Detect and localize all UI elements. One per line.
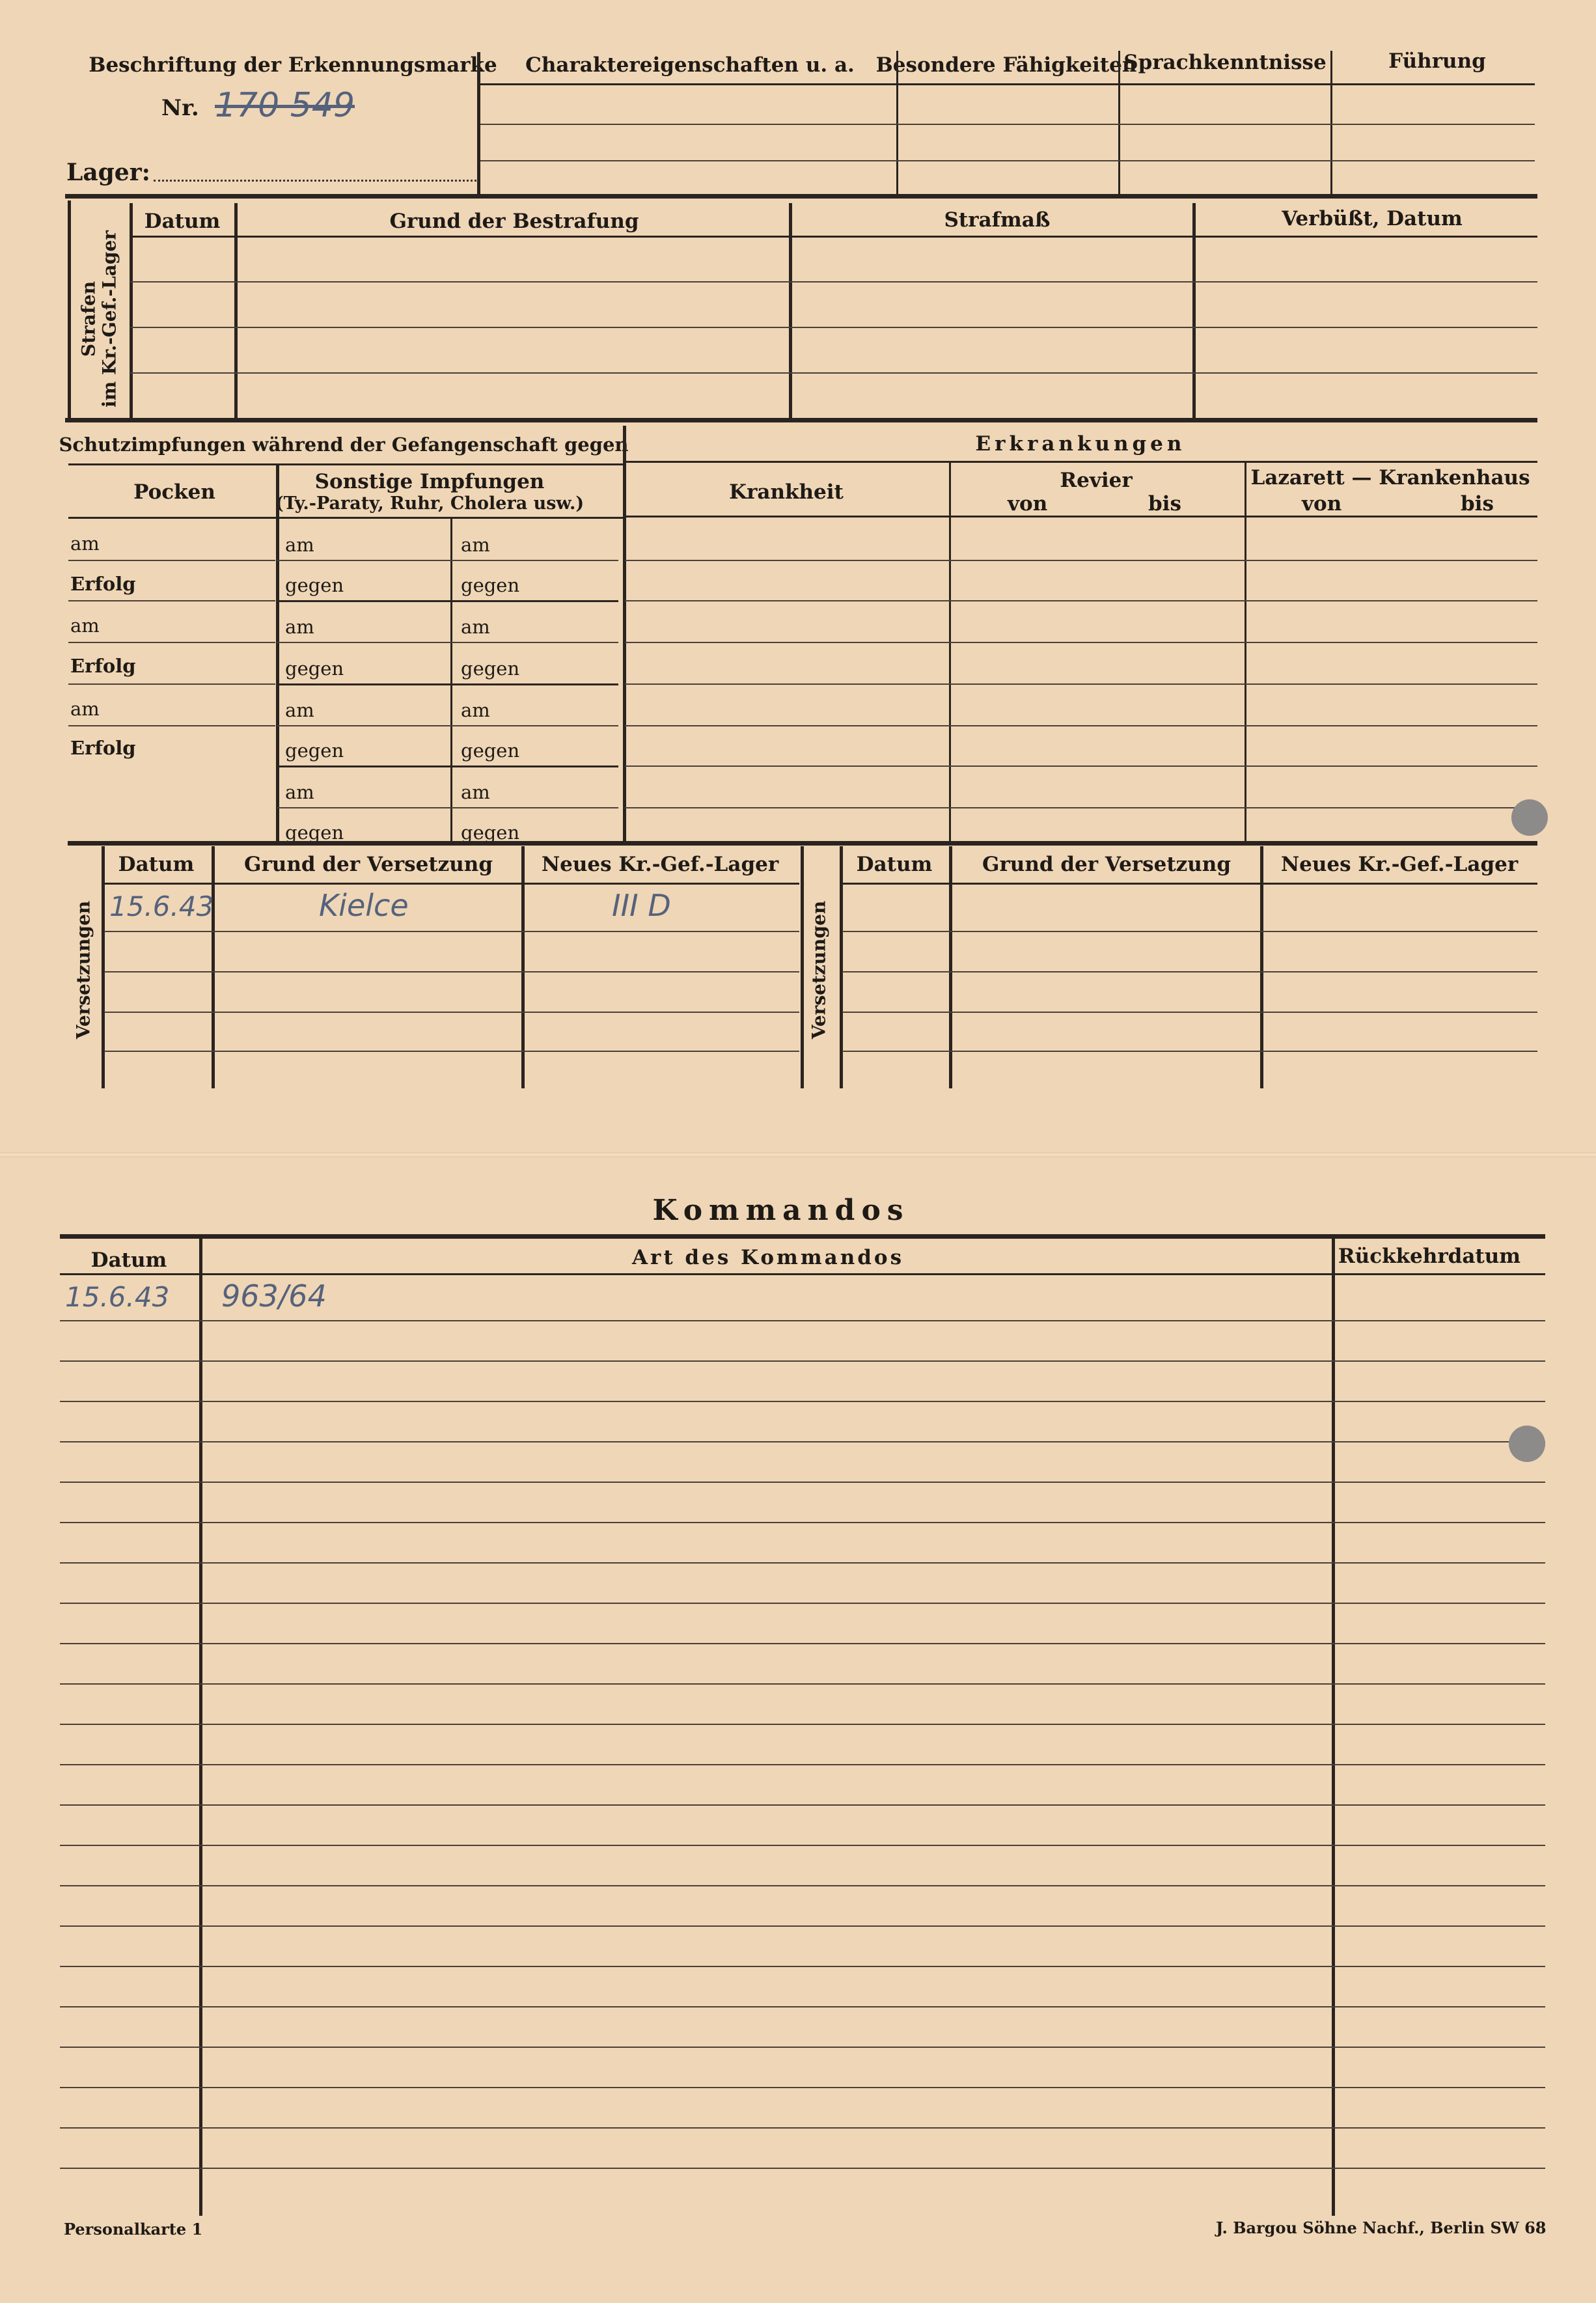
illness-header-revier: Revier <box>1060 469 1133 492</box>
nr-label: Nr. <box>161 95 199 121</box>
other-row-7b: am <box>461 781 490 803</box>
transfer-entry-reason: Kielce <box>319 888 409 923</box>
other-row-1b: am <box>461 534 490 556</box>
kommando-row-line <box>60 1360 1545 1362</box>
other-row-1a: am <box>285 534 314 556</box>
kommando-row-line <box>60 1603 1545 1604</box>
other-row-3b: am <box>461 616 490 638</box>
transfer-header-reason-left: Grund der Versetzung <box>244 853 493 876</box>
kommando-row-line <box>60 1683 1545 1685</box>
transfer-entry-date: 15.6.43 <box>109 890 214 922</box>
transfer-side-label-right: Versetzungen <box>808 900 830 1040</box>
kommando-row-line <box>60 2127 1545 2129</box>
transfer-header-reason-right: Grund der Versetzung <box>982 853 1231 876</box>
header-abilities: Besondere Fähigkeiten <box>875 53 1137 77</box>
other-row-5b: am <box>461 699 490 721</box>
kommando-row-line <box>60 1845 1545 1846</box>
kommando-row-line <box>60 1764 1545 1765</box>
vacc-header-pocken: Pocken <box>133 480 215 504</box>
illness-header-hospital: Lazarett — Krankenhaus <box>1250 466 1530 490</box>
kommando-row-line <box>60 1562 1545 1564</box>
kommando-row-line <box>60 2047 1545 2048</box>
transfer-header-camp-right: Neues Kr.-Gef.-Lager <box>1280 853 1519 876</box>
transfer-side-label-left: Versetzungen <box>72 900 94 1040</box>
punish-side-label-1: Strafen <box>77 281 100 357</box>
vacc-header-other-sub: (Ty.-Paraty, Ruhr, Cholera usw.) <box>275 493 585 514</box>
kommando-row-line <box>60 1482 1545 1483</box>
other-row-6a: gegen <box>285 739 344 762</box>
punch-hole-upper <box>1511 799 1548 836</box>
lager-dotted-line[interactable] <box>154 180 476 182</box>
lager-label: Lager: <box>66 159 150 186</box>
kommando-row-line <box>60 1804 1545 1806</box>
kommando-row-line <box>60 1643 1545 1644</box>
punish-header-date: Datum <box>144 210 221 233</box>
pocken-row-2: Erfolg <box>70 573 136 595</box>
header-languages: Sprachkenntnisse <box>1123 51 1327 74</box>
other-row-2b: gegen <box>461 574 520 596</box>
kommando-entry-date: 15.6.43 <box>65 1281 170 1313</box>
punish-header-reason: Grund der Bestrafung <box>389 210 639 233</box>
pocken-row-4: Erfolg <box>70 655 136 677</box>
illness-hospital-to: bis <box>1461 492 1494 516</box>
kommando-header-return: Rückkehrdatum <box>1338 1245 1521 1268</box>
pocken-row-1: am <box>70 532 100 555</box>
kommando-row-line <box>60 1522 1545 1523</box>
kommando-row-line <box>60 1441 1545 1442</box>
other-row-4a: gegen <box>285 657 344 680</box>
vaccination-title: Schutzimpfungen während der Gefangenschaft gegen <box>59 434 629 456</box>
kommando-row-line <box>60 1724 1545 1725</box>
inscription-label: Beschriftung der Erkennungsmarke <box>89 53 497 77</box>
illness-title: Erkrankungen <box>975 432 1186 456</box>
kommando-row-line <box>60 1320 1545 1321</box>
kommando-row-line <box>60 1401 1545 1402</box>
kommandos-title: Kommandos <box>652 1194 910 1227</box>
illness-header-illness: Krankheit <box>729 480 844 504</box>
kommando-row-line <box>60 1885 1545 1886</box>
other-row-7a: am <box>285 781 314 803</box>
footer-form-name: Personalkarte 1 <box>64 2220 203 2239</box>
punish-header-penalty: Strafmaß <box>944 208 1051 232</box>
kommando-row-line <box>60 2087 1545 2088</box>
pocken-row-6: Erfolg <box>70 737 136 759</box>
fold-crease <box>0 1152 1596 1157</box>
kommando-header-kind: Art des Kommandos <box>631 1246 905 1269</box>
illness-hospital-from: von <box>1302 492 1342 516</box>
transfer-header-date-left: Datum <box>118 853 195 876</box>
punch-hole-lower <box>1509 1426 1545 1462</box>
other-row-3a: am <box>285 616 314 638</box>
pocken-row-5: am <box>70 698 100 720</box>
other-row-8b: gegen <box>461 821 520 844</box>
punish-side-label-2: im Kr.-Gef.-Lager <box>98 230 120 408</box>
other-row-4b: gegen <box>461 657 520 680</box>
kommando-row-line <box>60 1966 1545 1967</box>
kommando-row-line <box>60 2168 1545 2169</box>
other-row-2a: gegen <box>285 574 344 596</box>
transfer-header-camp-left: Neues Kr.-Gef.-Lager <box>541 853 779 876</box>
vacc-header-other: Sonstige Impfungen <box>314 470 545 493</box>
transfer-header-date-right: Datum <box>856 853 933 876</box>
illness-revier-from: von <box>1008 492 1048 516</box>
other-row-6b: gegen <box>461 739 520 762</box>
punish-header-served: Verbüßt, Datum <box>1282 207 1463 230</box>
other-row-5a: am <box>285 699 314 721</box>
nr-value: 170 549 <box>215 86 355 125</box>
pocken-row-3: am <box>70 614 100 637</box>
kommando-entry-kind: 963/64 <box>221 1278 327 1314</box>
kommando-row-line <box>60 2006 1545 2007</box>
illness-revier-to: bis <box>1148 492 1181 516</box>
header-conduct: Führung <box>1388 49 1486 73</box>
other-row-8a: gegen <box>285 821 344 844</box>
footer-printer: J. Bargou Söhne Nachf., Berlin SW 68 <box>1216 2218 1547 2237</box>
kommando-header-date: Datum <box>90 1248 167 1272</box>
transfer-entry-camp: III D <box>612 888 671 923</box>
header-character: Charaktereigenschaften u. a. <box>525 53 855 77</box>
kommando-row-line <box>60 1925 1545 1927</box>
